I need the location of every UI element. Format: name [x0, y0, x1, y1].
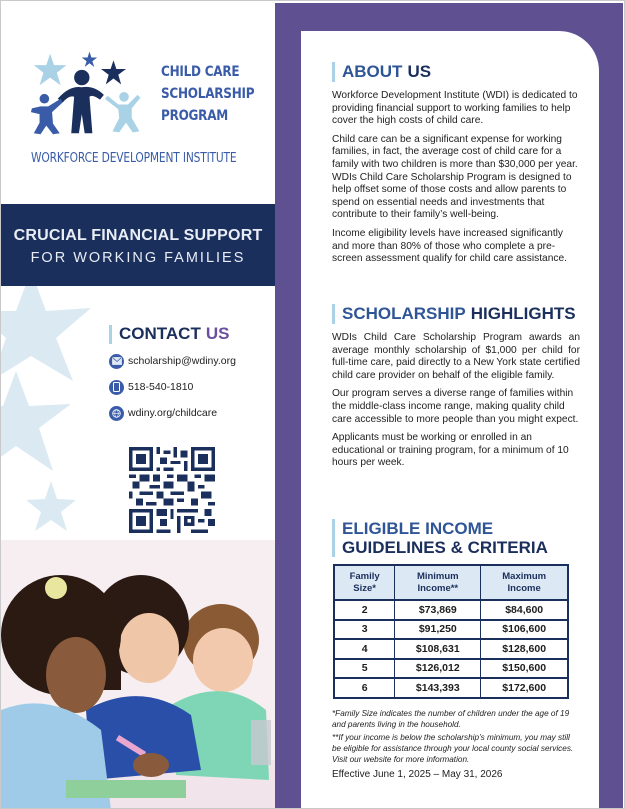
about-heading — [332, 62, 431, 82]
accent-bar — [332, 304, 335, 324]
column-header-maximum-income: Maximum Income — [481, 565, 568, 600]
accent-bar — [332, 62, 335, 82]
maximum-income-cell: $84,600 — [481, 600, 568, 620]
about-body — [332, 90, 580, 272]
footnote-minimum-income: **If your income is below the scholarship’s minimum, you may still be eligible for assistance through your local county social services. Visit our website for more information. — [332, 733, 574, 764]
family-size-cell: 4 — [334, 639, 395, 659]
contact-website[interactable] — [109, 403, 274, 423]
left-column — [1, 1, 275, 809]
table-footnotes — [332, 708, 577, 767]
family-size-cell: 6 — [334, 678, 395, 698]
income-guidelines-table — [333, 564, 569, 699]
table-row — [334, 620, 568, 640]
globe-icon — [109, 406, 124, 421]
about-paragraph: Workforce Development Institute (WDI) is dedicated to providing financial support to working families to help cover the high costs of child care. — [332, 90, 578, 127]
tagline-line-1: CRUCIAL FINANCIAL SUPPORT — [13, 227, 263, 244]
program-title-line-1: CHILD CARE — [161, 64, 240, 80]
column-header-minimum-income: Minimum Income** — [395, 565, 481, 600]
highlights-paragraph: Our program serves a diverse range of families within the middle-class income range, making quality child care accessible to more people than you might expect. — [332, 388, 579, 425]
qr-code-icon[interactable] — [129, 447, 215, 533]
accent-bar — [332, 519, 335, 557]
contact-phone[interactable] — [109, 377, 274, 397]
highlights-body — [332, 332, 580, 476]
phone-link[interactable]: 518-540-1810 — [128, 381, 194, 393]
contact-heading — [109, 323, 274, 345]
about-heading-accent: US — [407, 62, 432, 81]
maximum-income-cell: $172,600 — [481, 678, 568, 698]
eligibility-heading-line-2: GUIDELINES & CRITERIA — [342, 538, 548, 557]
minimum-income-cell: $143,393 — [395, 678, 481, 698]
about-heading-main: ABOUT — [342, 62, 403, 81]
children-drawing-photo — [1, 540, 275, 809]
program-title — [161, 61, 254, 127]
about-paragraph: Income eligibility levels have increased significantly and more than 80% of those who complete a pre-screen assessment qualify for child care assistance. — [332, 227, 567, 265]
highlights-heading-accent: HIGHLIGHTS — [470, 304, 576, 323]
table-header-row — [334, 565, 568, 600]
children-stars-logo-icon — [29, 47, 149, 137]
highlights-paragraph: Applicants must be working or enrolled in an educational or training program, for a minimum of 10 hours per week. — [332, 432, 569, 469]
table-row — [334, 659, 568, 679]
maximum-income-cell: $150,600 — [481, 659, 568, 679]
table-row — [334, 678, 568, 698]
highlights-heading — [332, 304, 576, 324]
maximum-income-cell: $106,600 — [481, 620, 568, 640]
phone-icon — [109, 380, 124, 395]
accent-bar — [109, 325, 112, 344]
eligibility-heading-line-1: ELIGIBLE INCOME — [342, 519, 494, 538]
tagline-line-2: FOR WORKING FAMILIES — [30, 250, 246, 266]
contact-section — [109, 323, 274, 423]
family-size-cell: 2 — [334, 600, 395, 620]
family-size-cell: 5 — [334, 659, 395, 679]
highlights-paragraph: WDIs Child Care Scholarship Program awards an average monthly scholarship of $1,000 per child for full-time care, paid directly to a New York state certified child care provider on behalf of the eligible family. — [332, 332, 580, 381]
email-icon — [109, 354, 124, 369]
organization-name: WORKFORCE DEVELOPMENT INSTITUTE — [31, 151, 237, 166]
eligibility-heading — [332, 519, 548, 557]
minimum-income-cell: $108,631 — [395, 639, 481, 659]
effective-dates: Effective June 1, 2025 – May 31, 2026 — [332, 769, 503, 780]
minimum-income-cell: $73,869 — [395, 600, 481, 620]
contact-heading-main: CONTACT — [119, 324, 201, 343]
program-title-line-3: PROGRAM — [161, 108, 228, 124]
contact-email[interactable] — [109, 351, 274, 371]
table-row — [334, 600, 568, 620]
contact-heading-accent: US — [205, 324, 230, 343]
website-link[interactable]: wdiny.org/childcare — [128, 407, 218, 419]
footnote-family-size: *Family Size indicates the number of children under the age of 19 and parents living in the household. — [332, 709, 570, 729]
email-link[interactable]: scholarship@wdiny.org — [128, 355, 236, 367]
highlights-heading-main: SCHOLARSHIP — [342, 304, 466, 323]
minimum-income-cell: $126,012 — [395, 659, 481, 679]
program-title-line-2: SCHOLARSHIP — [161, 86, 255, 102]
maximum-income-cell: $128,600 — [481, 639, 568, 659]
column-header-family-size: Family Size* — [334, 565, 395, 600]
tagline-banner — [1, 204, 275, 286]
table-row — [334, 639, 568, 659]
family-size-cell: 3 — [334, 620, 395, 640]
minimum-income-cell: $91,250 — [395, 620, 481, 640]
about-paragraph: Child care can be a significant expense for working families, in fact, the average cost of child care for a family with two children is more than $30,000 per year. WDIs Child Care Scholarship Program is designed to help offset some of those costs and allow parents to spend on essential needs and investments that contribute to their family’s well-being. — [332, 133, 578, 221]
